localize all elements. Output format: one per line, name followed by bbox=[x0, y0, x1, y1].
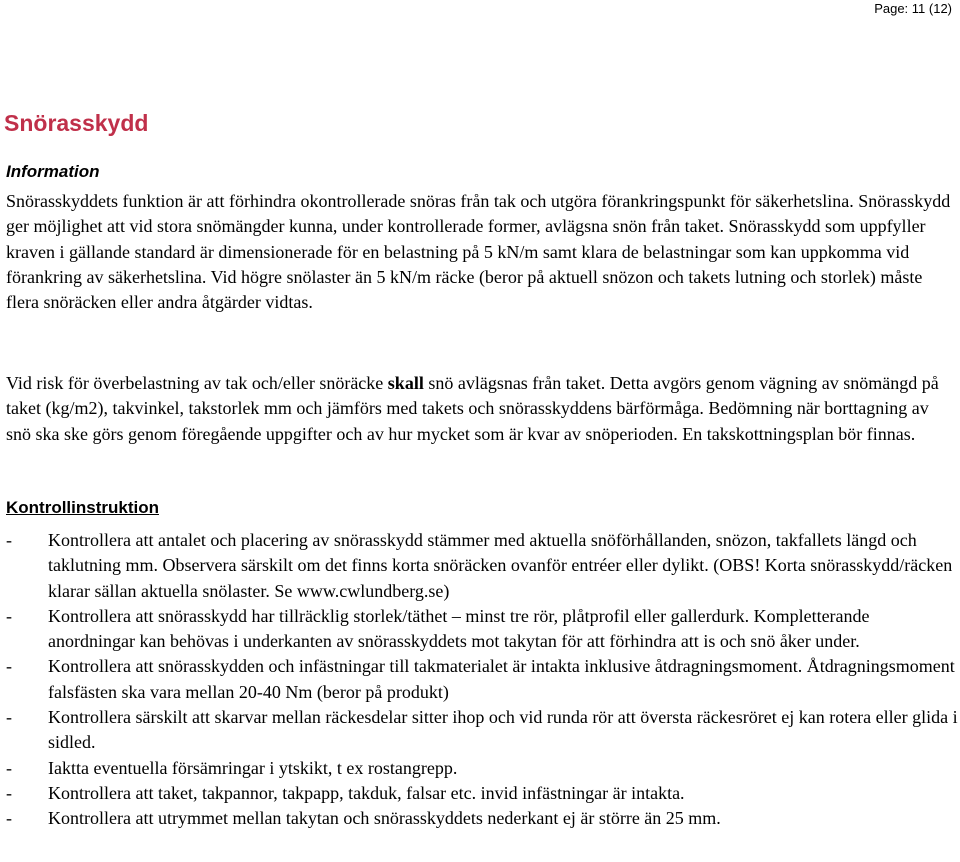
overload-paragraph bbox=[6, 371, 958, 447]
information-paragraph: Snörasskyddets funktion är att förhindra okontrollerade snöras från tak och utgöra förankringspunkt för säkerhetslina. Snörasskydd ger möjlighet att vid stora snömängder kunna, under kontrollerade former, avlägsna snön från taket. Snörasskydd som uppfyller kraven i gällande standard är dimensionerade för en belastning på 5 kN/m samt klara de belastningar som kan uppkomma vid förankring av säkerhetslina. Vid högre snölaster än 5 kN/m räcke (beror på aktuell snözon och takets lutning och storlek) måste flera snöräcken eller andra åtgärder vidtas. bbox=[6, 191, 951, 313]
page-title: Snörasskydd bbox=[4, 110, 149, 136]
checklist-item bbox=[6, 781, 960, 806]
bullet-dash: - bbox=[6, 757, 12, 778]
checklist-item-text: Kontrollera att snörasskydd har tillräcklig storlek/täthet – minst tre rör, plåtprofil eller gallerdurk. Kompletterande anordningar kan behövas i underkanten av snörasskyddets mot takytan för att förhindra att is och snö åker under. bbox=[48, 605, 870, 652]
bullet-dash: - bbox=[6, 808, 12, 829]
checklist-item-text: Iaktta eventuella försämringar i ytskikt, t ex rostangrepp. bbox=[48, 757, 458, 778]
page-number: Page: 11 (12) bbox=[874, 1, 952, 16]
bullet-dash: - bbox=[6, 656, 12, 677]
checklist-item bbox=[6, 806, 960, 831]
checklist-item-text: Kontrollera särskilt att skarvar mellan räckesdelar sitter ihop och vid runda rör att översta räckesröret ej kan rotera eller glida i sidled. bbox=[48, 707, 958, 753]
control-heading: Kontrollinstruktion bbox=[6, 498, 159, 517]
overload-text-end: snö avlägsnas från taket. Detta avgörs genom vägning av snömängd på taket (kg/m2), takvinkel, takstorlek mm och jämförs med takets och snörasskyddens bärförmåga. Bedömning när borttagning av snö ska ske görs genom föregående uppgifter och av hur mycket som är kvar av snöperioden. En takskottningsplan bör finnas. bbox=[6, 373, 939, 444]
checklist-item bbox=[6, 705, 960, 756]
bullet-dash: - bbox=[6, 605, 12, 626]
overload-text-start: Vid risk för överbelastning av tak och/eller snöräcke bbox=[6, 373, 388, 393]
bullet-dash: - bbox=[6, 707, 12, 728]
checklist-item-text: Kontrollera att utrymmet mellan takytan och snörasskyddets nederkant ej är större än 25 mm. bbox=[48, 808, 721, 829]
bullet-dash: - bbox=[6, 782, 12, 803]
checklist-item bbox=[6, 756, 960, 781]
checklist-item bbox=[6, 528, 960, 604]
checklist-item-text: Kontrollera att snörasskydden och infästningar till takmaterialet är intakta inklusive åtdragningsmoment. Åtdragningsmoment falsfästen ska vara mellan 20-40 Nm (beror på produkt) bbox=[48, 656, 955, 702]
bullet-dash: - bbox=[6, 530, 12, 550]
checklist-item bbox=[6, 654, 960, 705]
checklist-item bbox=[6, 604, 960, 655]
checklist-item-text: Kontrollera att antalet och placering av snörasskydd stämmer med aktuella snöförhållanden, snözon, takfallets längd och taklutning mm. Observera särskilt om det finns korta snöräcken ovanför entréer eller dylikt. (OBS! Korta snörasskydd/räcken klarar sällan aktuella snölaster. Se www.cwlundberg.se) bbox=[48, 530, 953, 601]
control-checklist bbox=[6, 528, 960, 832]
checklist-item-text: Kontrollera att taket, takpannor, takpapp, takduk, falsar etc. invid infästningar är intakta. bbox=[48, 782, 685, 803]
overload-emphasis: skall bbox=[387, 373, 424, 393]
information-heading: Information bbox=[6, 162, 100, 181]
